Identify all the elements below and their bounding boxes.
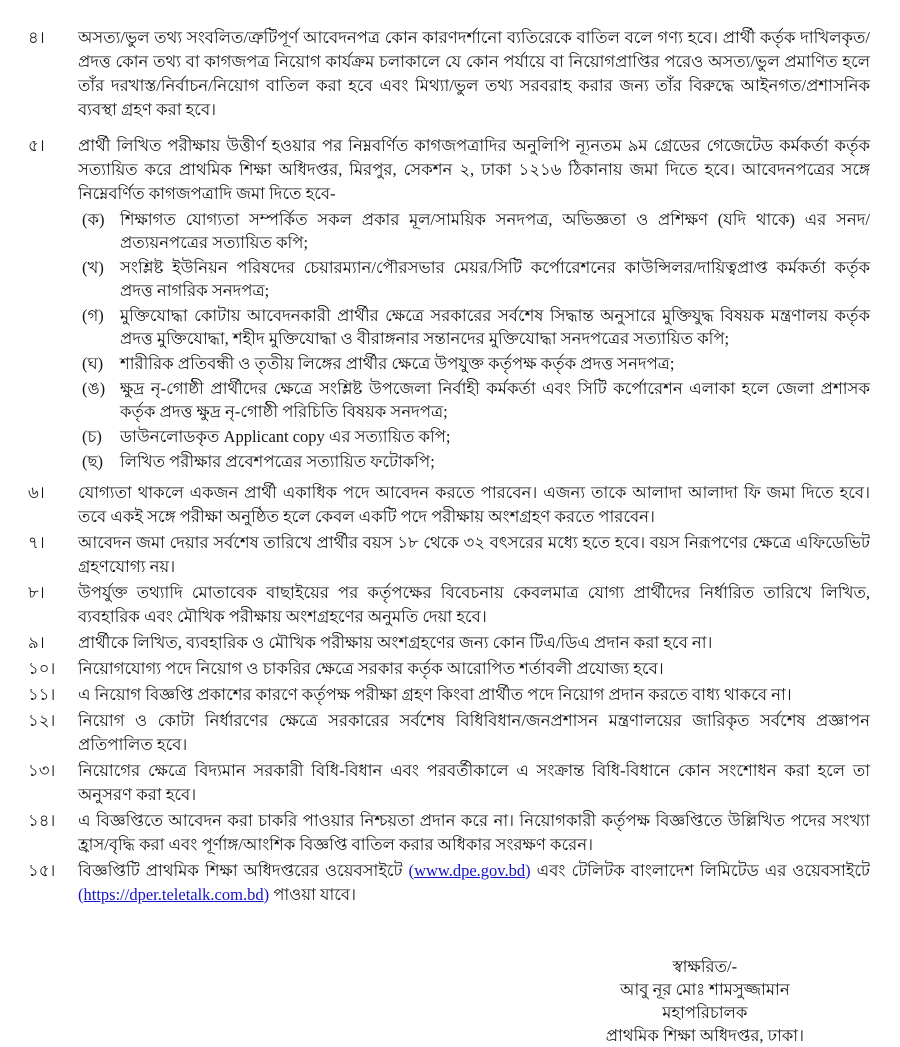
- item-number: ৭।: [28, 533, 45, 552]
- sub-item-text: মুক্তিযোদ্ধা কোটায় আবেদনকারী প্রার্থীর ক্ষেত্রে সরকারের সর্বশেষ সিদ্ধান্ত অনুসারে মুক্তিযুদ্ধ বিষয়ক মন্ত্রণালয় কর্তৃক প্রদত্ত মুক্তিযোদ্ধা, শহীদ মুক্তিযোদ্ধা ও বীরাঙ্গনার সন্তানদের মুক্তিযোদ্ধা সনদপত্রের সত্যায়িত কপি;: [120, 306, 870, 348]
- link1-paren-open: (: [408, 861, 415, 880]
- sub-item-text: শিক্ষাগত যোগ্যতা সম্পর্কিত সকল প্রকার মূল/সাময়িক সনদপত্র, অভিজ্ঞতা ও প্রশিক্ষণ (যদি থাকে) এর সনদ/প্রত্যয়নপত্রের সত্যায়িত কপি;: [120, 210, 870, 252]
- document-sublist: [82, 208, 870, 473]
- list-item-12: [28, 709, 870, 757]
- list-item-5: [28, 134, 870, 206]
- item-number: ৯।: [28, 633, 45, 652]
- list-item-11: [28, 683, 870, 707]
- link2-paren-open: (: [78, 885, 84, 904]
- sub-item-ga: [82, 304, 870, 350]
- item-number: ৪।: [28, 28, 45, 47]
- sub-item-kha: [82, 256, 870, 302]
- item-text: প্রার্থীকে লিখিত, ব্যবহারিক ও মৌখিক পরীক্ষায় অংশগ্রহণের জন্য কোন টিএ/ডিএ প্রদান করা হবে না।: [78, 633, 713, 652]
- sub-item-text: ক্ষুদ্র নৃ-গোষ্ঠী প্রার্থীদের ক্ষেত্রে সংশ্লিষ্ট উপজেলা নির্বাহী কর্মকর্তা এবং সিটি কর্পোরেশন এলাকা হলে জেলা প্রশাসক কর্তৃক প্রদত্ত ক্ষুদ্র নৃ-গোষ্ঠী পরিচিতি বিষয়ক সনদপত্র;: [120, 379, 870, 421]
- sub-item-chha: [82, 450, 870, 473]
- item-number: ১১।: [28, 685, 56, 704]
- sub-item-gha: [82, 352, 870, 375]
- item-text: এ নিয়োগ বিজ্ঞপ্তি প্রকাশের কারণে কর্তৃপক্ষ পরীক্ষা গ্রহণ কিংবা প্রার্থীত পদে নিয়োগ প্রদান করতে বাধ্য থাকবে না।: [78, 685, 792, 704]
- item-number: ১৪।: [28, 811, 56, 830]
- signatory-organization: প্রাথমিক শিক্ষা অধিদপ্তর, ঢাকা।: [605, 1026, 804, 1045]
- signature-block: [606, 955, 804, 1047]
- item-text: উপর্যুক্ত তথ্যাদি মোতাবেক বাছাইয়ের পর কর্তৃপক্ষের বিবেচনায় কেবলমাত্র যোগ্য প্রার্থীদের নির্ধারিত তারিখে লিখিত, ব্যবহারিক এবং মৌখিক পরীক্ষায় অংশগ্রহণের অনুমতি দেয়া হবে।: [78, 583, 870, 626]
- sub-item-letter: (ছ): [82, 452, 103, 471]
- sub-item-cha: [82, 425, 870, 448]
- sub-item-letter: (চ): [82, 427, 102, 446]
- item-number: ১০।: [28, 659, 56, 678]
- item15-text-part1: বিজ্ঞপ্তিটি প্রাথমিক শিক্ষা অধিদপ্তরের ওয়েবসাইটে: [78, 861, 409, 880]
- item15-text-part3: পাওয়া যাবে।: [269, 885, 356, 904]
- sub-item-letter: (ঘ): [82, 354, 104, 373]
- signatory-designation: মহাপরিচালক: [662, 1003, 748, 1022]
- sub-item-uma: [82, 377, 870, 423]
- item-text: প্রার্থী লিখিত পরীক্ষায় উত্তীর্ণ হওয়ার পর নিম্নবর্ণিত কাগজপত্রাদির অনুলিপি ন্যূনতম ৯ম গ্রেডের গেজেটেড কর্মকর্তা কর্তৃক সত্যায়িত করে প্রাথমিক শিক্ষা অধিদপ্তর, মিরপুর, সেকশন ২, ঢাকা ১২১৬ ঠিকানায় জমা দিতে হবে। আবেদনপত্রের সঙ্গে নিম্নেবর্ণিত কাগজপত্রাদি জমা দিতে হবে-: [78, 136, 870, 203]
- item-text: নিয়োগের ক্ষেত্রে বিদ্যমান সরকারী বিধি-বিধান এবং পরবর্তীকালে এ সংক্রান্ত বিধি-বিধানে কোন সংশোধন করা হলে তা অনুসরণ করা হবে।: [78, 761, 870, 804]
- sub-item-text: শারীরিক প্রতিবন্ধী ও তৃতীয় লিঙ্গের প্রার্থীর ক্ষেত্রে উপযুক্ত কর্তৃপক্ষ কর্তৃক প্রদত্ত সনদপত্র;: [120, 354, 675, 373]
- list-item-14: [28, 809, 870, 857]
- sub-item-text: লিখিত পরীক্ষার প্রবেশপত্রের সত্যায়িত ফটোকপি;: [120, 452, 435, 471]
- signed-label: স্বাক্ষরিত/-: [672, 957, 738, 976]
- item-text: নিয়োগ ও কোটা নির্ধারণের ক্ষেত্রে সরকারের সর্বশেষ বিধিবিধান/জনপ্রশাসন মন্ত্রণালয়ের জারিকৃত সর্বশেষ প্রজ্ঞাপন প্রতিপালিত হবে।: [78, 711, 870, 754]
- sub-item-text: সংশ্লিষ্ট ইউনিয়ন পরিষদের চেয়ারম্যান/পৌরসভার মেয়র/সিটি কর্পোরেশনের কাউন্সিলর/দায়িত্বপ্রাপ্ত কর্মকর্তা কর্তৃক প্রদত্ত নাগরিক সনদপত্র;: [120, 258, 870, 300]
- sub-item-letter: (ঙ): [82, 379, 106, 398]
- item-text: এ বিজ্ঞপ্তিতে আবেদন করা চাকরি পাওয়ার নিশ্চয়তা প্রদান করে না। নিয়োগকারী কর্তৃপক্ষ বিজ্ঞপ্তিতে উল্লিখিত পদের সংখ্যা হ্রাস/বৃদ্ধি করা এবং পূর্ণাঙ্গ/আংশিক বিজ্ঞপ্তি বাতিল করার অধিকার সংরক্ষণ করেন।: [78, 811, 870, 854]
- sub-item-letter: (গ): [82, 306, 104, 325]
- item-number: ৫।: [28, 136, 45, 155]
- list-item-4: [28, 26, 870, 122]
- link2-paren-close: ): [263, 885, 270, 904]
- list-item-8: [28, 581, 870, 629]
- link1-paren-close: ): [525, 861, 531, 880]
- item-text: যোগ্যতা থাকলে একজন প্রার্থী একাধিক পদে আবেদন করতে পারবেন। এজন্য তাকে আলাদা আলাদা ফি জমা দিতে হবে। তবে একই সঙ্গে পরীক্ষা অনুষ্ঠিত হলে কেবল একটি পদে পরীক্ষায় অংশগ্রহণ করতে পারবেন।: [78, 483, 870, 526]
- list-item-9: [28, 631, 870, 655]
- list-item-10: [28, 657, 870, 681]
- teletalk-website-link[interactable]: https://dper.teletalk.com.bd: [83, 885, 264, 904]
- sub-item-text: ডাউনলোডকৃত Applicant copy এর সত্যায়িত কপি;: [120, 427, 451, 446]
- item-number: ১২।: [28, 711, 56, 730]
- item-number: ১৫।: [28, 861, 56, 880]
- signatory-name: আবু নূর মোঃ শামসুজ্জামান: [620, 980, 790, 999]
- item-text: নিয়োগযোগ্য পদে নিয়োগ ও চাকরির ক্ষেত্রে সরকার কর্তৃক আরোপিত শর্তাবলী প্রযোজ্য হবে।: [78, 659, 664, 678]
- item-text: [78, 859, 870, 907]
- item-text: আবেদন জমা দেয়ার সর্বশেষ তারিখে প্রার্থীর বয়স ১৮ থেকে ৩২ বৎসরের মধ্যে হতে হবে। বয়স নিরূপণের ক্ষেত্রে এফিডেভিট গ্রহণযোগ্য নয়।: [78, 533, 870, 576]
- list-item-6: [28, 481, 870, 529]
- item-number: ৬।: [28, 483, 45, 502]
- list-item-13: [28, 759, 870, 807]
- sub-item-letter: (ক): [82, 210, 105, 229]
- item-text: অসত্য/ভুল তথ্য সংবলিত/ত্রুটিপূর্ণ আবেদনপত্র কোন কারণদর্শানো ব্যতিরেকে বাতিল বলে গণ্য হবে। প্রার্থী কর্তৃক দাখিলকৃত/প্রদত্ত কোন তথ্য বা কাগজপত্র নিয়োগ কার্যক্রম চলাকালে যে কোন পর্যায়ে বা নিয়োগপ্রাপ্তির পরেও অসত্য/ভুল প্রমাণিত হলে তাঁর দরখাস্ত/নির্বাচন/নিয়োগ বাতিল করা হবে এবং মিথ্যা/ভুল তথ্য সরবরাহ করার জন্য তাঁর বিরুদ্ধে আইনগত/প্রশাসনিক ব্যবস্থা গ্রহণ করা হবে।: [78, 28, 870, 119]
- sub-item-ka: [82, 208, 870, 254]
- item-number: ৮।: [28, 583, 45, 602]
- list-item-15: [28, 859, 870, 907]
- item15-text-part2: এবং টেলিটক বাংলাদেশ লিমিটেড এর ওয়েবসাইটে: [530, 861, 870, 880]
- sub-item-letter: (খ): [82, 258, 104, 277]
- item-number: ১৩।: [28, 761, 56, 780]
- dpe-website-link[interactable]: www.dpe.gov.bd: [414, 861, 526, 880]
- list-item-7: [28, 531, 870, 579]
